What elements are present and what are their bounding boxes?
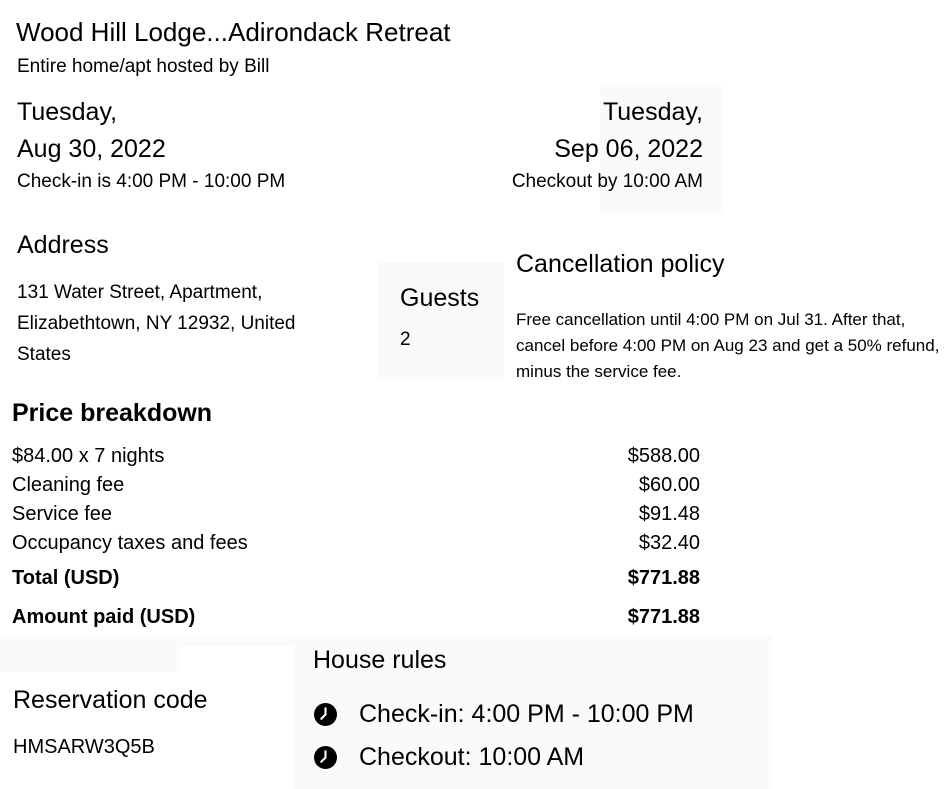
price-row-label: Occupancy taxes and fees — [12, 532, 248, 554]
address-text: 131 Water Street, Apartment, Elizabethtown, NY 12932, United States — [17, 282, 296, 365]
checkout-weekday: Tuesday, — [602, 98, 703, 126]
cancellation-text: Free cancellation until 4:00 PM on Jul 31. After that, cancel before 4:00 PM on Aug 23 and get a 50% refund, minus the service fee. — [516, 310, 940, 381]
price-row-value: $32.40 — [638, 532, 700, 554]
house-rule-text: Checkout: 10:00 AM — [359, 743, 585, 771]
price-breakdown-heading: Price breakdown — [12, 399, 213, 427]
house-rule-checkin — [314, 699, 694, 729]
price-breakdown-rows — [12, 442, 700, 558]
guests-count: 2 — [400, 329, 411, 350]
checkout-block — [512, 94, 703, 196]
checkin-note: Check-in is 4:00 PM - 10:00 PM — [17, 171, 286, 192]
background-tint — [0, 645, 180, 672]
price-row-label: Service fee — [12, 503, 113, 525]
price-total-value: $771.88 — [627, 567, 700, 589]
amount-paid-row — [12, 603, 700, 632]
house-rules-heading: House rules — [313, 646, 447, 674]
price-total-row — [12, 564, 700, 593]
guests-heading: Guests — [400, 284, 480, 312]
cancellation-heading: Cancellation policy — [516, 250, 725, 278]
reservation-code-heading: Reservation code — [13, 686, 208, 714]
house-rule-text: Check-in: 4:00 PM - 10:00 PM — [359, 700, 694, 728]
price-row-value: $91.48 — [638, 503, 700, 525]
price-row-service-fee — [12, 500, 700, 529]
checkout-date: Sep 06, 2022 — [554, 135, 703, 163]
price-row-label: $84.00 x 7 nights — [12, 445, 165, 467]
checkin-date: Aug 30, 2022 — [17, 135, 166, 163]
house-rule-checkout — [314, 742, 584, 772]
clock-icon — [314, 703, 337, 726]
clock-icon — [314, 746, 337, 769]
background-tint — [378, 262, 504, 380]
price-row-nights — [12, 442, 700, 471]
price-row-label: Cleaning fee — [12, 474, 125, 496]
price-row-cleaning-fee — [12, 471, 700, 500]
checkin-weekday: Tuesday, — [17, 98, 118, 126]
address-heading: Address — [17, 231, 109, 259]
price-row-value: $60.00 — [638, 474, 700, 496]
price-row-value: $588.00 — [627, 445, 700, 467]
price-total-label: Total (USD) — [12, 567, 120, 589]
price-row-occupancy-taxes — [12, 529, 700, 558]
amount-paid-label: Amount paid (USD) — [12, 606, 196, 628]
reservation-code-value: HMSARW3Q5B — [13, 736, 155, 758]
amount-paid-value: $771.88 — [627, 606, 700, 628]
listing-title: Wood Hill Lodge...Adirondack Retreat — [16, 17, 451, 47]
checkout-note: Checkout by 10:00 AM — [511, 171, 703, 192]
checkin-block — [17, 94, 285, 196]
listing-subtitle: Entire home/apt hosted by Bill — [17, 56, 270, 77]
